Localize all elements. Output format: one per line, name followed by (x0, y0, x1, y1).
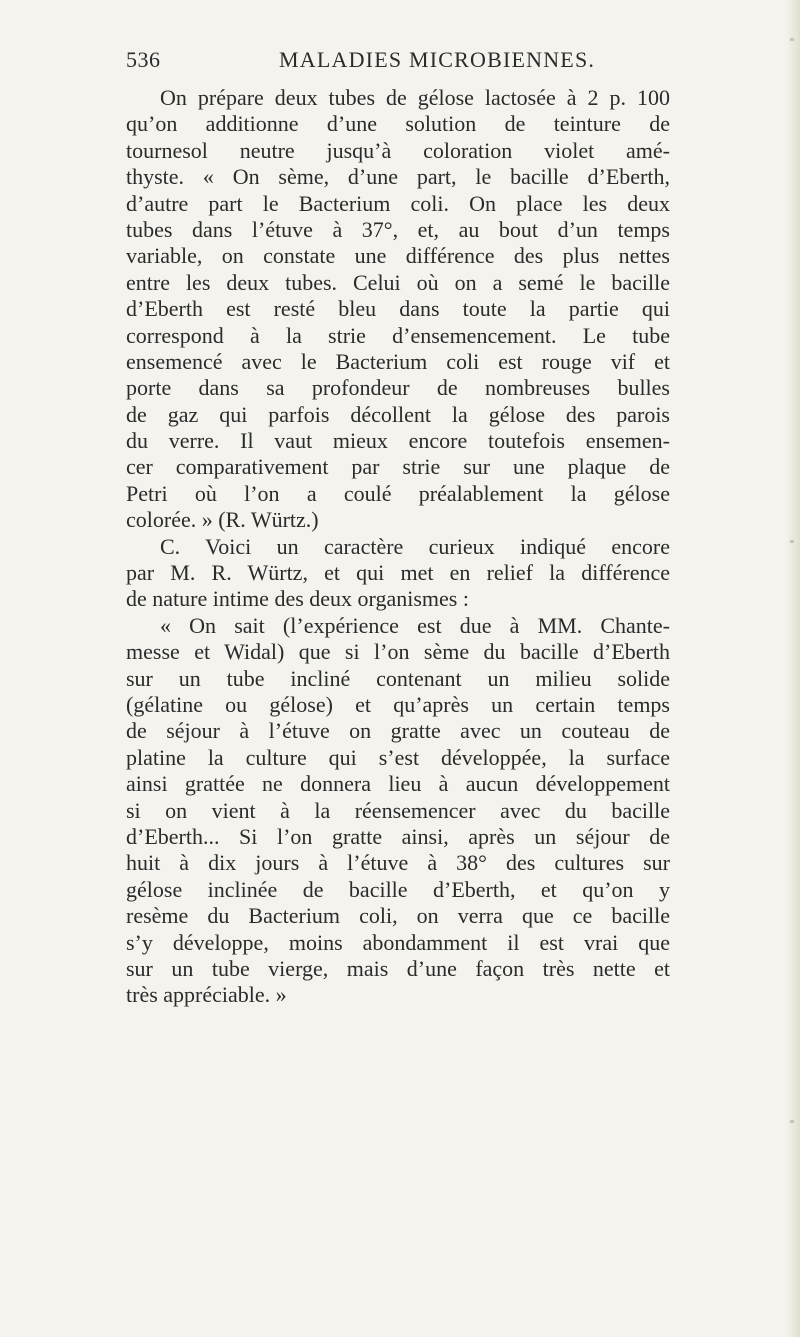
text-line: d’Eberth... Si l’on gratte ainsi, après un séjour de (126, 823, 670, 849)
text-line: resème du Bacterium coli, on verra que ce bacille (126, 903, 670, 929)
text-line: colorée. » (R. Würtz.) (126, 507, 319, 533)
text-line: platine la culture qui s’est développée, la surface (126, 744, 670, 770)
text-line: ensemencé avec le Bacterium coli est rouge vif et (126, 348, 670, 374)
text-line: sur un tube incliné contenant un milieu solide (126, 665, 670, 691)
text-line: gélose inclinée de bacille d’Eberth, et qu’on y (126, 876, 670, 902)
text-line: On prépare deux tubes de gélose lactosée à 2 p. 100 (160, 85, 670, 110)
page-number: 536 (126, 47, 161, 72)
text-line: messe et Widal) que si l’on sème du bacille d’Eberth (126, 639, 670, 665)
text-line: Petri où l’on a coulé préalablement la gélose (126, 480, 670, 506)
page-edge-shadow (786, 0, 800, 1337)
page-edge-mark (790, 38, 794, 41)
text-line: très appréciable. » (126, 982, 287, 1008)
text-line: si on vient à la réensemencer avec du bacille (126, 797, 670, 823)
text-line: variable, on constate une différence des plus nettes (126, 243, 670, 269)
text-line: de nature intime des deux organismes : (126, 586, 469, 612)
text-line: de gaz qui parfois décollent la gélose des parois (126, 401, 670, 427)
text-line: du verre. Il vaut mieux encore toutefois ensemen- (126, 428, 670, 454)
text-line: thyste. « On sème, d’une part, le bacille d’Eberth, (126, 164, 670, 190)
text-line: « On sait (l’expérience est due à MM. Chante- (160, 612, 670, 638)
text-line: tubes dans l’étuve à 37°, et, au bout d’un temps (126, 216, 670, 242)
page-header (126, 47, 666, 79)
text-line: C. Voici un caractère curieux indiqué encore (160, 533, 670, 559)
text-line: d’autre part le Bacterium coli. On place les deux (126, 190, 670, 216)
page-edge-mark (790, 1120, 794, 1123)
text-line: huit à dix jours à l’étuve à 38° des cultures sur (126, 850, 670, 876)
text-line: entre les deux tubes. Celui où on a semé le bacille (126, 269, 670, 295)
text-line: ainsi grattée ne donnera lieu à aucun développement (126, 771, 670, 797)
text-line: par M. R. Würtz, et qui met en relief la différence (126, 560, 670, 586)
text-line: sur un tube vierge, mais d’une façon très nette et (126, 955, 670, 981)
text-line: tournesol neutre jusqu’à coloration violet amé- (126, 137, 670, 163)
text-line: correspond à la strie d’ensemencement. Le tube (126, 322, 670, 348)
text-line: qu’on additionne d’une solution de teinture de (126, 111, 670, 137)
page-edge-mark (790, 540, 794, 543)
text-line: (gélatine ou gélose) et qu’après un certain temps (126, 691, 670, 717)
body-text (126, 85, 670, 1009)
text-line: de séjour à l’étuve on gratte avec un couteau de (126, 718, 670, 744)
text-line: cer comparativement par strie sur une plaque de (126, 454, 670, 480)
text-line: s’y développe, moins abondamment il est vrai que (126, 929, 670, 955)
running-head: MALADIES MICROBIENNES. (279, 47, 596, 72)
text-line: porte dans sa profondeur de nombreuses bulles (126, 375, 670, 401)
text-line: d’Eberth est resté bleu dans toute la partie qui (126, 296, 670, 322)
